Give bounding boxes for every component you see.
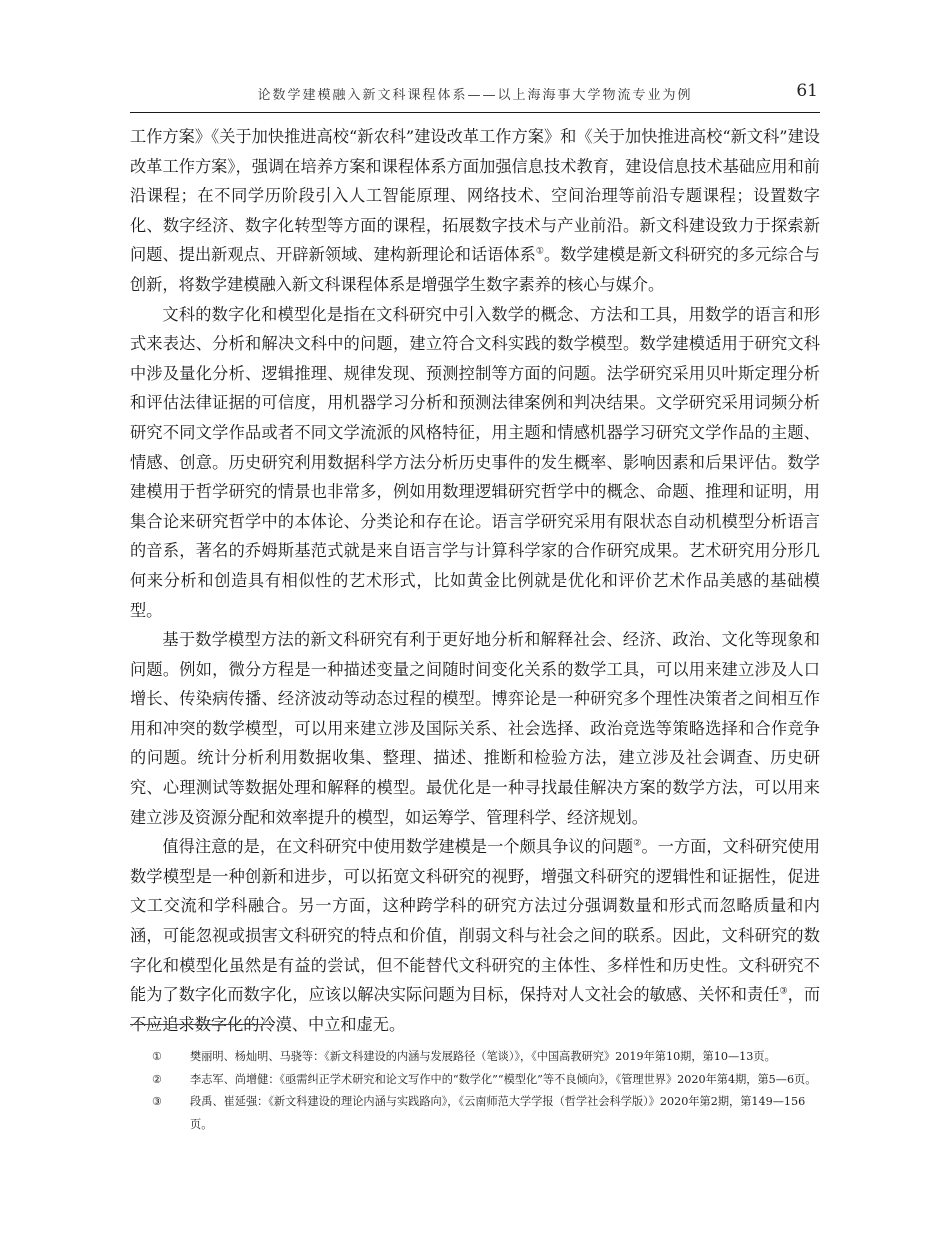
footnote-3-mark: ③ <box>152 1095 163 1108</box>
paragraph-4-text-b: 。一方面，文科研究使用数学模型是一种创新和进步，可以拓宽文科研究的视野，增强文科研究的逻辑性和证据性，促进文工交流和学科融合。另一方面，这种跨学科的研究方法过分强调数量和形式而忽略质量和内涵，可能忽视或损害文科研究的特点和价值，削弱文科与社会之间的联系。因此，文科研究的数字化和模型化虽然是有益的尝试，但不能替代文科研究的主体性、多样性和历史性。文科研究不能为了数字化而数字化，应该以解决实际问题为目标，保持对人文社会的敏感、关怀和责任 <box>130 837 821 1005</box>
page-number: 61 <box>796 81 818 101</box>
running-title: 论数学建模融入新文科课程体系——以上海海事大学物流专业为例 <box>257 88 693 103</box>
paragraph-1-text-a: 工作方案》《关于加快推进高校“新农科”建设改革工作方案》和《关于加快推进高校“新文科”建设改革工作方案》，强调在培养方案和课程体系方面加强信息技术教育，建设信息技术基础应用和前沿课程；在不同学历阶段引入人工智能原理、网络技术、空间治理等前沿专题课程；设置数字化、数字经济、数字化转型等方面的课程，拓展数字技术与产业前沿。新文科建设致力于探索新问题、提出新观点、开辟新领域、建构新理论和话语体系 <box>130 127 820 265</box>
footnote-1 <box>130 1046 820 1069</box>
footnote-2-text: 李志军、尚增健：《亟需纠正学术研究和论文写作中的“数学化”“模型化”等不良倾向》，《管理世界》2020年第4期，第5—6页。 <box>190 1072 817 1086</box>
footnote-divider <box>130 1024 273 1025</box>
footnote-ref-3[interactable]: ③ <box>779 986 788 997</box>
paragraph-2: 文科的数字化和模型化是指在文科研究中引入数学的概念、方法和工具，用数学的语言和形式来表达、分析和解决文科中的问题，建立符合文科实践的数学模型。数学建模适用于研究文科中涉及量化分析、逻辑推理、规律发现、预测控制等方面的问题。法学研究采用贝叶斯定理分析和评估法律证据的可信度，用机器学习分析和预测法律案例和判决结果。文学研究采用词频分析研究不同文学作品或者不同文学流派的风格特征，用主题和情感机器学习研究文学作品的主题、情感、创意。历史研究利用数据科学方法分析历史事件的发生概率、影响因素和后果评估。数学建模用于哲学研究的情景也非常多，例如用数理逻辑研究哲学中的概念、命题、推理和证明，用集合论来研究哲学中的本体论、分类论和存在论。语言学研究采用有限状态自动机模型分析语言的音系，著名的乔姆斯基范式就是来自语言学与计算科学家的合作研究成果。艺术研究用分形几何来分析和创造具有相似性的艺术形式，比如黄金比例就是优化和评价艺术作品美感的基础模型。 <box>130 304 820 620</box>
paragraph-3: 基于数学模型方法的新文科研究有利于更好地分析和解释社会、经济、政治、文化等现象和问题。例如，微分方程是一种描述变量之间随时间变化关系的数学工具，可以用来建立涉及人口增长、传染病传播、经济波动等动态过程的模型。博弈论是一种研究多个理性决策者之间相互作用和冲突的数学模型，可以用来建立涉及国际关系、社会选择、政治竞选等策略选择和合作竞争的问题。统计分析利用数据收集、整理、描述、推断和检验方法，建立涉及社会调查、历史研究、心理测试等数据处理和解释的模型。最优化是一种寻找最佳解决方案的数学方法，可以用来建立涉及资源分配和效率提升的模型，如运筹学、管理科学、经济规划。 <box>130 630 820 827</box>
article-body <box>130 122 820 1039</box>
paragraph-1-text-b: 。数学建模是新文科研究的多元综合与创新，将数学建模融入新文科课程体系是增强学生数字素养的核心与媒介。 <box>130 245 820 294</box>
footnote-3-text: 段禹、崔延强：《新文科建设的理论内涵与实践路向》，《云南师范大学学报（哲学社会科学版）》2020年第2期，第149—156页。 <box>190 1095 806 1131</box>
paragraph-4-text-a: 值得注意的是，在文科研究中使用数学建模是一个颇具争议的问题 <box>162 837 634 857</box>
footnotes <box>130 1046 820 1136</box>
footnote-2 <box>130 1069 820 1092</box>
footnote-ref-1[interactable]: ① <box>535 246 545 257</box>
paragraph-1 <box>130 122 820 300</box>
paragraph-4 <box>130 832 820 1039</box>
footnote-1-text: 樊丽明、杨灿明、马骁等：《新文科建设的内涵与发展路径（笔谈）》，《中国高教研究》2019年第10期，第10—13页。 <box>190 1050 776 1063</box>
footnote-1-mark: ① <box>152 1050 163 1063</box>
footnote-3 <box>130 1091 820 1136</box>
paragraph-4-text-c: ，而不应追求数字化的冷漠、中立和虚无。 <box>130 985 821 1034</box>
footnote-2-mark: ② <box>152 1072 163 1086</box>
footnote-ref-2[interactable]: ② <box>633 838 642 849</box>
running-header <box>130 80 820 113</box>
